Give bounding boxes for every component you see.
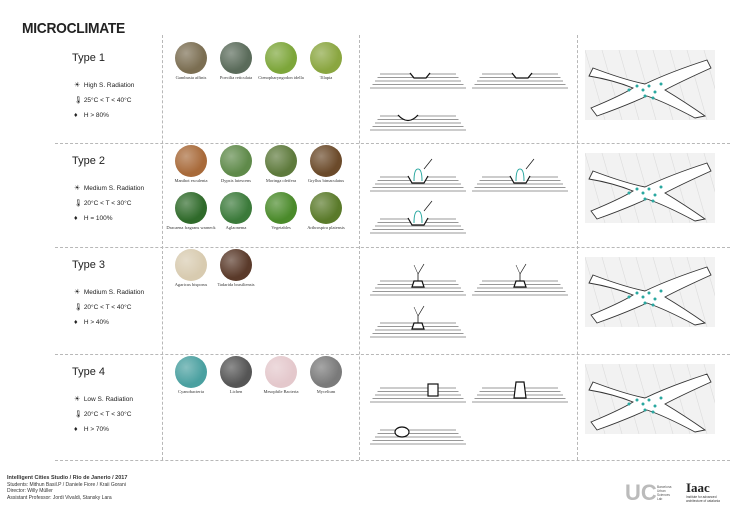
- species-photo: [220, 356, 252, 388]
- thermometer-icon: 🌡: [74, 97, 83, 104]
- type-name: Type 1: [72, 52, 106, 64]
- temperature-row: [74, 96, 131, 104]
- radiation-value: Medium S. Radiation: [83, 185, 145, 192]
- footer-assistant: Assistant Professor: Jordi Vivaldi, Stansky Lara: [7, 494, 112, 501]
- iaac-wordmark: Iaac: [686, 480, 710, 495]
- section-diagram: [370, 199, 466, 239]
- species-photo: [220, 249, 252, 281]
- species-photo: [265, 42, 297, 74]
- section-diagram: [370, 368, 466, 408]
- species-photo: [265, 192, 297, 224]
- site-map: [585, 364, 715, 434]
- footer-credits: [7, 475, 127, 501]
- temperature-row: [74, 199, 131, 207]
- iaac-logo: [686, 480, 720, 504]
- temperature-value: 20°C < T < 30°C: [83, 200, 132, 207]
- humidity-row: [74, 319, 109, 326]
- temperature-value: 25°C < T < 40°C: [83, 97, 132, 104]
- species-item: [297, 356, 355, 394]
- radiation-row: [74, 395, 133, 403]
- section-diagram: [472, 261, 568, 301]
- row-divider: [55, 354, 730, 355]
- thermometer-icon: 🌡: [74, 200, 83, 207]
- radiation-value: Medium S. Radiation: [83, 289, 145, 296]
- page-title: MICROCLIMATE: [22, 20, 125, 37]
- type-name: Type 2: [72, 155, 106, 167]
- type-name: Type 4: [72, 366, 106, 378]
- species-photo: [175, 356, 207, 388]
- temperature-row: [74, 410, 131, 418]
- species-photo: [220, 145, 252, 177]
- species-photo: [265, 356, 297, 388]
- droplet-icon: ♦: [74, 112, 78, 119]
- species-label: Vegetables: [271, 225, 291, 230]
- radiation-value: High S. Radiation: [83, 82, 135, 89]
- section-diagram: [370, 96, 466, 136]
- species-label: Ctenopharyngodon idella: [258, 75, 304, 80]
- species-label: Lichen: [229, 389, 243, 394]
- humidity-row: [74, 112, 109, 119]
- section-diagram: [472, 157, 568, 197]
- site-map: [585, 50, 715, 120]
- site-map: [585, 257, 715, 327]
- section-diagram: [472, 368, 568, 408]
- species-label: Tadarida brasiliensis: [217, 282, 255, 287]
- section-diagram: [370, 410, 466, 450]
- column-divider: [359, 35, 360, 460]
- species-item: [297, 145, 355, 183]
- temperature-value: 20°C < T < 30°C: [83, 411, 132, 418]
- droplet-icon: ♦: [74, 426, 78, 433]
- svg-text:Urban: Urban: [657, 489, 666, 493]
- droplet-icon: ♦: [74, 319, 78, 326]
- radiation-row: [74, 184, 144, 192]
- sun-icon: ☀: [74, 289, 81, 296]
- species-label: Manihot esculenta: [174, 178, 208, 183]
- species-item: [297, 42, 355, 80]
- column-divider: [577, 35, 578, 460]
- radiation-row: [74, 288, 144, 296]
- species-label: Dracaena fragrans warneck: [166, 225, 216, 230]
- species-photo: [265, 145, 297, 177]
- radiation-row: [74, 81, 134, 89]
- sun-icon: ☀: [74, 82, 81, 89]
- species-label: Mycelium: [316, 389, 336, 394]
- humidity-value: H > 70%: [83, 426, 109, 433]
- section-diagram: [370, 303, 466, 343]
- column-divider: [162, 35, 163, 460]
- species-label: Tilapia: [319, 75, 333, 80]
- species-label: Cyanobacteria: [178, 389, 204, 394]
- row-divider: [55, 247, 730, 248]
- species-label: Mesophile Bacteria: [263, 389, 299, 394]
- humidity-value: H = 100%: [83, 215, 113, 222]
- species-item: [297, 192, 355, 230]
- species-label: Moringa oleifera: [265, 178, 297, 183]
- species-photo: [310, 42, 342, 74]
- species-photo: [175, 249, 207, 281]
- footer-studio: Intelligent Cities Studio / Rio de Janerio / 2017: [7, 475, 128, 481]
- species-photo: [310, 192, 342, 224]
- humidity-value: H > 80%: [83, 112, 109, 119]
- humidity-row: [74, 426, 109, 433]
- temperature-value: 20°C < T < 40°C: [83, 304, 132, 311]
- ucl-logo: [625, 478, 681, 513]
- row-divider: [55, 460, 730, 461]
- species-label: Arthrospira platensis: [307, 225, 345, 230]
- species-photo: [175, 42, 207, 74]
- type-name: Type 3: [72, 259, 106, 271]
- humidity-value: H > 40%: [83, 319, 109, 326]
- thermometer-icon: 🌡: [74, 411, 83, 418]
- thermometer-icon: 🌡: [74, 304, 83, 311]
- svg-text:Lab: Lab: [657, 497, 663, 501]
- species-photo: [175, 145, 207, 177]
- droplet-icon: ♦: [74, 215, 78, 222]
- section-diagram: [370, 261, 466, 301]
- species-photo: [220, 42, 252, 74]
- svg-text:Sciences: Sciences: [657, 493, 670, 497]
- species-photo: [310, 145, 342, 177]
- species-label: Agaricus bisporus: [174, 282, 208, 287]
- svg-text:Barcelona: Barcelona: [657, 485, 672, 489]
- footer-students: Students: Mithun Basil.P / Daniele Fiore / Kraii Gorani: [7, 481, 126, 488]
- species-photo: [220, 192, 252, 224]
- species-label: Poecilia reticulata: [219, 75, 253, 80]
- species-item: [207, 249, 265, 287]
- site-map: [585, 153, 715, 223]
- section-diagram: [370, 157, 466, 197]
- sun-icon: ☀: [74, 185, 81, 192]
- humidity-row: [74, 215, 113, 222]
- footer-director: Director: Willy Müller: [7, 488, 53, 494]
- species-photo: [175, 192, 207, 224]
- svg-text:UC: UC: [625, 480, 657, 505]
- sun-icon: ☀: [74, 396, 81, 403]
- row-divider: [55, 143, 730, 144]
- section-diagram: [370, 54, 466, 94]
- species-label: Aglaonema: [225, 225, 247, 230]
- temperature-row: [74, 303, 131, 311]
- species-photo: [310, 356, 342, 388]
- iaac-subtitle: Institute for advanced architecture of catalonia: [686, 495, 720, 503]
- radiation-value: Low S. Radiation: [83, 396, 133, 403]
- species-label: Dypsis lutescens: [220, 178, 252, 183]
- species-label: Gryllus bimaculatus: [307, 178, 345, 183]
- section-diagram: [472, 54, 568, 94]
- species-label: Gambusia affinis: [175, 75, 207, 80]
